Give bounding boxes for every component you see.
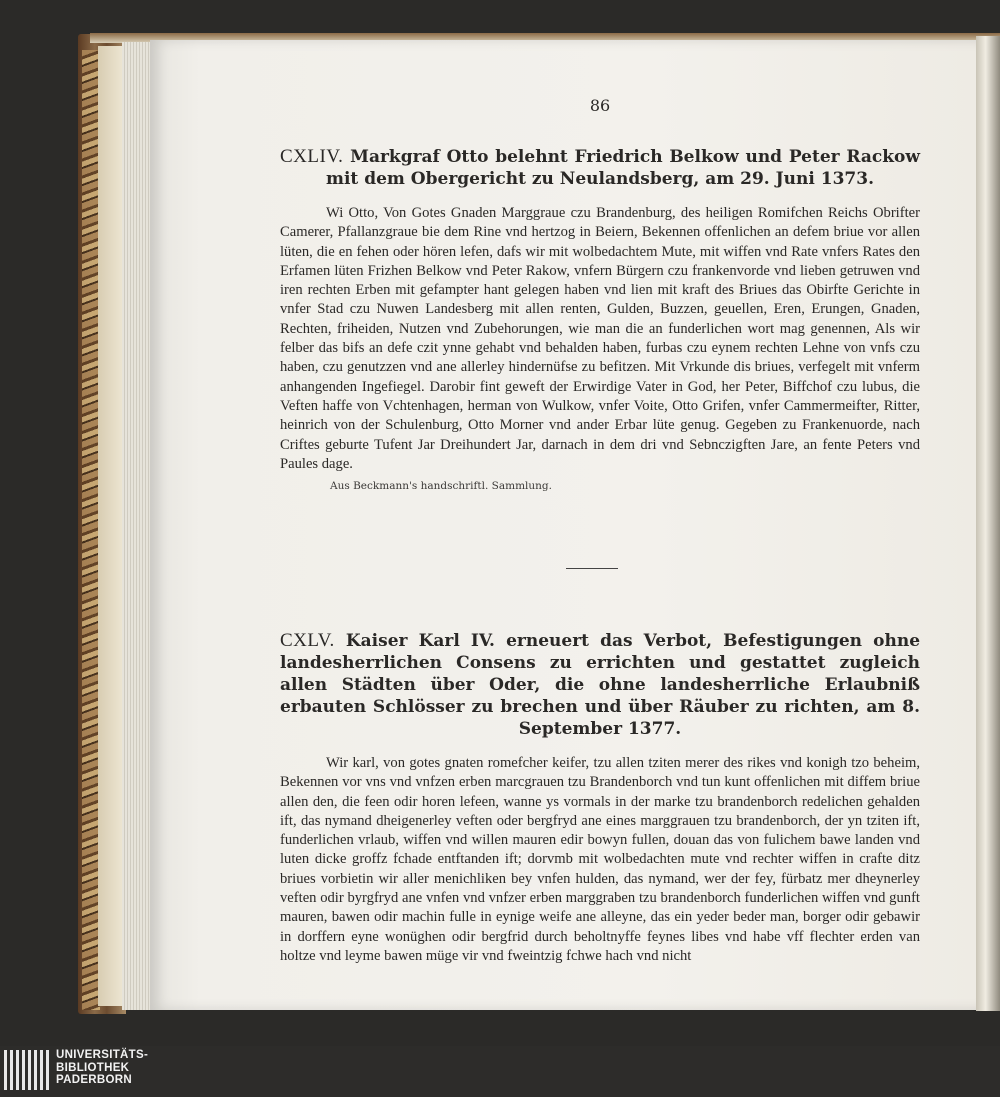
document-heading xyxy=(280,630,920,740)
document-cxliv xyxy=(280,146,920,492)
heading-text: Kaiser Karl IV. erneuert das Verbot, Befestigungen ohne landesherrlichen Consens zu errichten und gestattet zugleich allen Städten über Oder, die ohne landesherrliche Erlaubniß erbauten Schlösser zu brechen und über Räuber zu richten, am 8. September 1377. xyxy=(280,631,921,739)
logo-line: UNIVERSITÄTS- xyxy=(56,1049,149,1061)
document-number: CXLV. xyxy=(280,630,335,651)
document-body: Wir karl, von gotes gnaten romefcher keifer, tzu allen tziten merer des rikes vnd konigh tzo beheim, Bekennen vor vns vnd vnfzen erben marcgrauen tzu Brandenborch vnd tun kunt offenlichen mit diffem briue allen den, die feen odir horen lefeen, wanne ys vormals in der marke tzu brandenborch redelichen gehalden ift, das nymand dheigenerley veften oder bergfryd ane eines marggrauen tzu brandenborch, der yn tziten ift, funderlichen vrlaub, wiffen vnd willen mauren edir bowyn fullen, douan das von fulichem bawe landen vnd luten dicke groffz fchade entftanden ift; dorvmb mit wolbedachten mute vnd rechter wiffen in crafte ditz briues vorbietin wir aller menichliken bey vnfen hulden, das nymand, wer der fey, fürbatz mer dheynerley veften odir byrgfryd ane vnfen vnd vnfzer erben marggraben tzu brandenborch funderlichen wiffen vnd gunft mauren, bawen odir machin fulle in eynige weife ane alleyne, das ein yeder beder man, borger odir gebawir in dorffern eyne wonüghen odir bergfrid durch beholtnyffe feynes libes vnd habe vff flechter erden van holtze vnd leyme bawen müge vir vnd fweintzig fchwe hach vnd nicht xyxy=(280,755,920,964)
document-number: CXLIV. xyxy=(280,146,344,167)
page-number: 86 xyxy=(589,96,611,115)
facing-page-edge xyxy=(976,36,1000,1011)
source-note: Aus Beckmann's handschriftl. Sammlung. xyxy=(330,480,552,493)
library-logo-icon xyxy=(4,1050,54,1090)
document-body: Wi Otto, Von Gotes Gnaden Marggraue czu Brandenburg, des heiligen Romifchen Reichs Obrifter Camerer, Pfallanzgraue bie dem Rine vnd hertzog in Beiern, Bekennen offenlichen an defem briue vor allen lüten, die en fehen oder hören lefen, dafs wir mit wolbedachtem Mute, mit wiffen vnd Rate vnfers Rates den Erfamen lüten Frizhen Belkow vnd Peter Rakow, vnfern Bürgern czu frankenvorde vnd lieben getruwen vnd iren rechten Erben mit gefampter hant gelegen haben vnd lien mit kraft des Briues das Obirfte Gerichte in vnfer Stad czu Nuwen Landesberg mit allen renten, Gulden, Buzzen, geuellen, Eren, Erungen, Gnaden, Rechten, friheiden, Nutzen vnd Zubehorungen, wie man die an funderlichen wort mag genennen, Als wir felber das bifs an defe czit ynne gehabt vnd behalden haben, furbas czu eynem rechten Lehne von vnfs czu haben, czu genutzzen vnd ane allerley hindernüfse zu befitzen. Mit Vrkunde dis briues, verfegelt mit vnferm anhangenden Ingefiegel. Darobir fint geweft der Erwirdige Vater in God, her Peter, Biffchof czu lubus, die Veften haffe von Vchtenhagen, herman von Wulkow, vnfer Voite, Otto Grifen, vnfer Cammermeifter, Ritter, heinrich von der Schulenburg, Otto Morner vnd ander Erbar lüte genug. Gegeben zu Frankenuorde, nach Criftes geburte Tufent Jar Dreihundert Jar, darnach in dem dri vnd Sebnczigften Jare, an fente Peters vnd Paules dage. xyxy=(280,205,920,472)
logo-line: PADERBORN xyxy=(56,1074,132,1086)
heading-text: Markgraf Otto belehnt Friedrich Belkow und Peter Rackow mit dem Obergericht zu Neulandsberg, am 29. Juni 1373. xyxy=(325,147,920,189)
library-logo-text xyxy=(56,1049,148,1087)
logo-line: BIBLIOTHEK xyxy=(56,1061,130,1074)
document-heading xyxy=(280,146,920,190)
section-divider xyxy=(566,568,618,569)
footer-bar xyxy=(0,1046,1000,1097)
document-cxlv xyxy=(280,630,920,966)
